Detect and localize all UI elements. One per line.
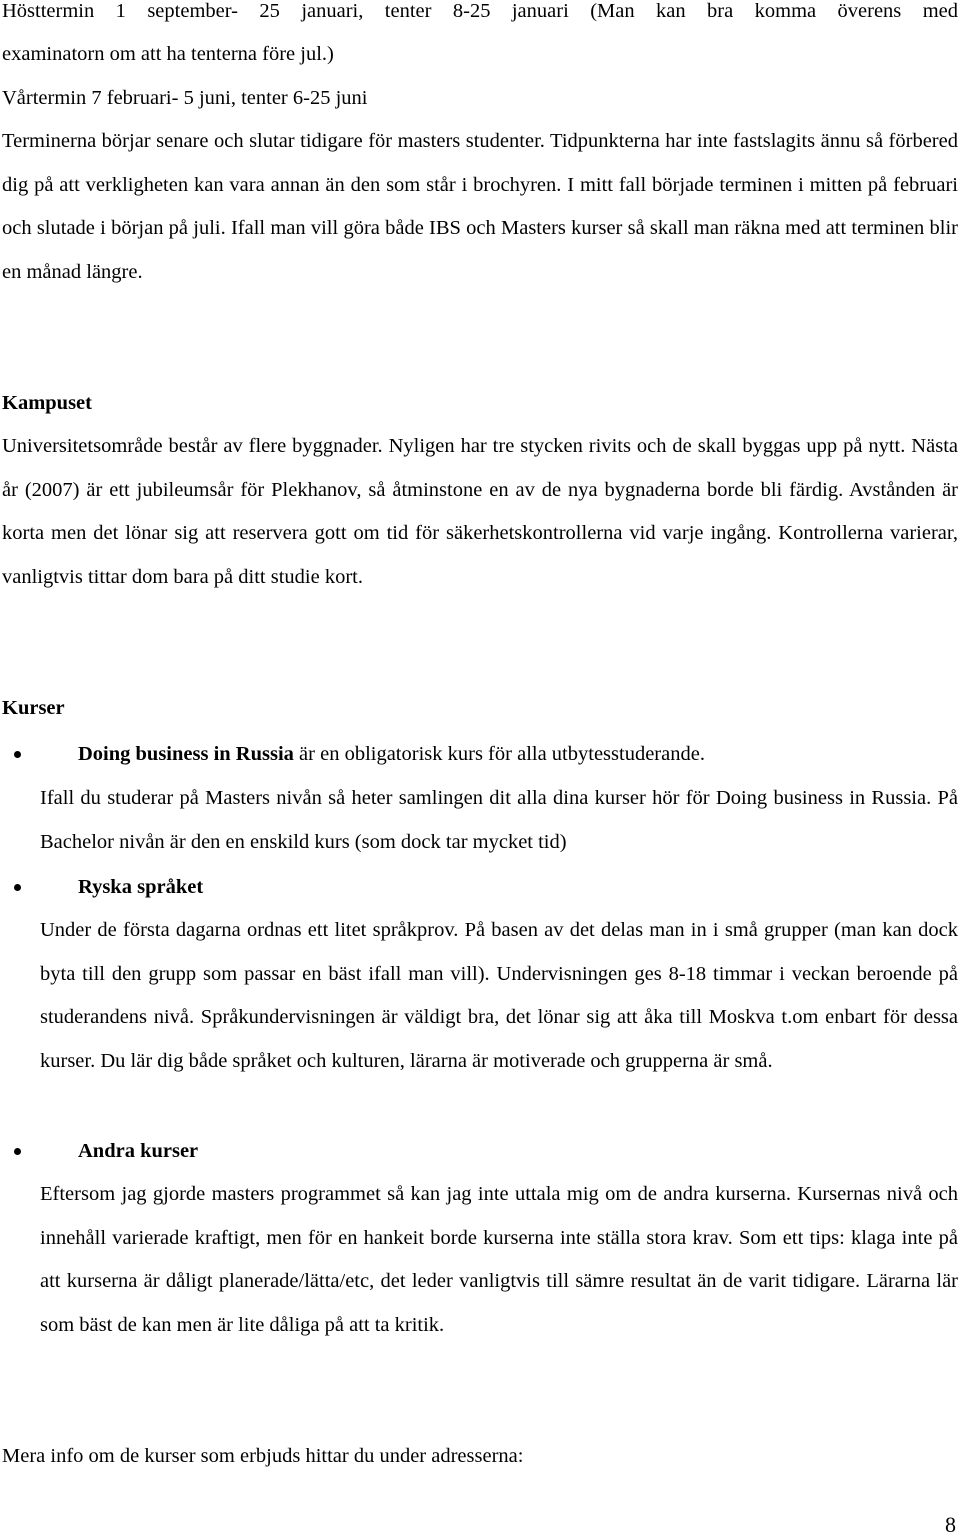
- doing-business-paragraph: Ifall du studerar på Masters nivån så heter samlingen dit alla dina kurser hör för Doing business in Russia. På Bachelor nivån är den en enskild kurs (som dock tar mycket tid): [40, 787, 958, 853]
- bullet-icon: [2, 866, 32, 910]
- section-heading-kampuset: Kampuset: [2, 392, 92, 414]
- page-number: 8: [945, 1512, 956, 1537]
- section-heading-kurser: Kurser: [2, 697, 65, 719]
- more-info-line: Mera info om de kurser som erbjuds hittar du under adresserna:: [2, 1445, 524, 1467]
- kampuset-paragraph: Universitetsområde består av flere byggnader. Nyligen har tre stycken rivits och de skall byggas upp på nytt. Nästa år (2007) är ett jubileumsår för Plekhanov, så åtminstone en av de nya bygnaderna borde bli färdig. Avstånden är korta men det lönar sig att reservera gott om tid för säkerhetskontrollerna vid varje ingång. Kontrollerna varierar, vanligtvis tittar dom bara på ditt studie kort.: [2, 435, 958, 588]
- list-item-doing-business: [78, 733, 705, 777]
- intro-line-2: examinatorn om att ha tenterna före jul.): [2, 43, 334, 65]
- intro-line-1: Hösttermin 1 september- 25 januari, tenter 8-25 januari (Man kan bra komma överens med: [2, 0, 958, 22]
- intro-paragraph: Terminerna börjar senare och slutar tidigare för masters studenter. Tidpunkterna har inte fastslagits ännu så förbered dig på att verkligheten kan vara annan än den som står i brochyren. I mitt fall började terminen i mitten på februari och slutade i början på juli. Ifall man vill göra både IBS och Masters kurser så skall man räkna med att terminen blir en månad längre.: [2, 130, 958, 283]
- bullet-icon: [2, 1130, 32, 1174]
- list-item-title: Doing business in Russia: [78, 743, 294, 765]
- list-item-text: är en obligatorisk kurs för alla utbytesstuderande.: [293, 743, 705, 765]
- andra-kurser-paragraph: Eftersom jag gjorde masters programmet så kan jag inte uttala mig om de andra kurserna. Kursernas nivå och innehåll varierade kraftigt, men för en hankeit borde kurserna inte ställa stora krav. Som ett tips: klaga inte på att kurserna är dåligt planerade/lätta/etc, det leder vanligtvis till sämre resultat än de varit tidigare. Lärarna lär som bäst de kan men är lite dåliga på att ta kritik.: [40, 1183, 958, 1336]
- list-item-andra-kurser: Andra kurser: [78, 1140, 199, 1162]
- bullet-icon: [2, 733, 32, 777]
- ryska-spraket-paragraph: Under de första dagarna ordnas ett litet språkprov. På basen av det delas man in i små grupper (man kan dock byta till den grupp som passar en bäst ifall man vill). Undervisningen ges 8-18 timmar i veckan beroende på studerandens nivå. Språkundervisningen är väldigt bra, det lönar sig att åka till Moskva t.om enbart för dessa kurser. Du lär dig både språket och kulturen, lärarna är motiverade och grupperna är små.: [40, 919, 958, 1072]
- list-item-ryska-spraket: Ryska språket: [78, 876, 204, 898]
- intro-line-3: Vårtermin 7 februari- 5 juni, tenter 6-25 juni: [2, 87, 368, 109]
